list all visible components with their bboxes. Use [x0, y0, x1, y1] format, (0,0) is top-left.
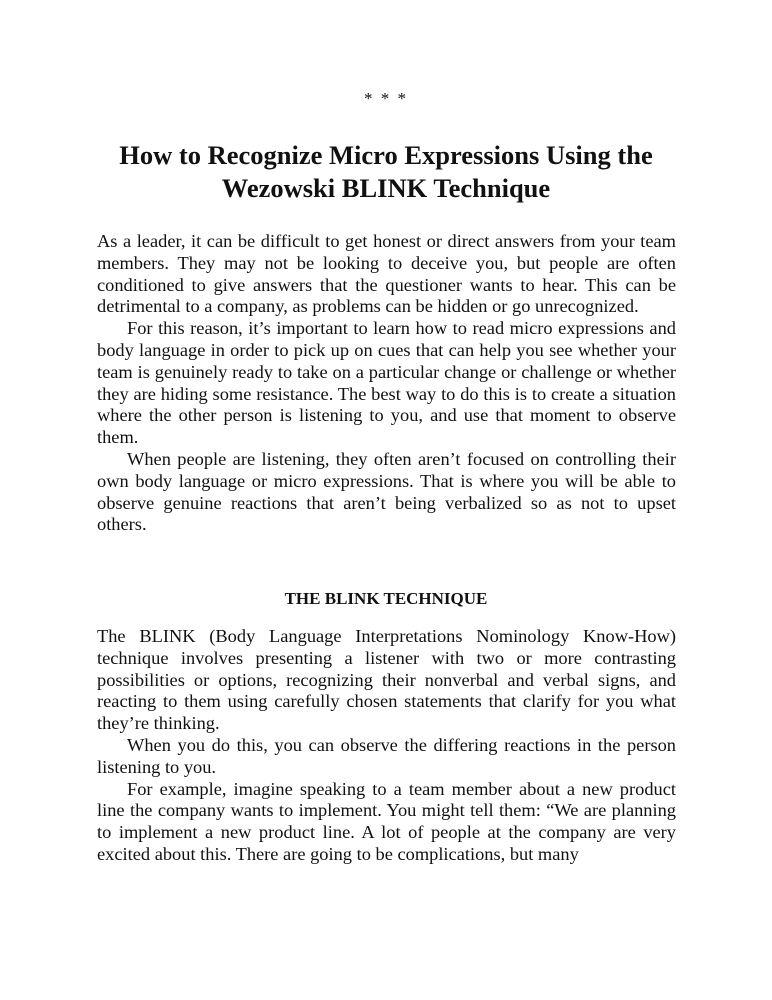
paragraph: As a leader, it can be difficult to get honest or direct answers from your team members. They may not be looking to deceive you, but people are often conditioned to give answers that the questioner wants to hear. This can be detrimental to a company, as problems can be hidden or go unrecognized.: [97, 231, 676, 317]
section-separator: * * *: [364, 89, 408, 108]
paragraph: The BLINK (Body Language Interpretations Nominology Know-How) technique involves presenting a listener with two or more contrasting possibilities or options, recognizing their nonverbal and verbal signs, and reacting to them using carefully chosen statements that clarify for you what they’re thinking.: [97, 626, 676, 734]
paragraph: When people are listening, they often aren’t focused on controlling their own body language or micro expressions. That is where you will be able to observe genuine reactions that aren’t being verbalized so as not to upset others.: [97, 448, 676, 535]
paragraph: For example, imagine speaking to a team member about a new product line the company wants to implement. You might tell them: “We are planning to implement a new product line. A lot of people at the company are very excited about this. There are going to be complications, but many: [97, 778, 676, 864]
chapter-title: How to Recognize Micro Expressions Using the Wezowski BLINK Technique: [119, 140, 653, 203]
section-heading: THE BLINK TECHNIQUE: [284, 589, 488, 608]
paragraph: For this reason, it’s important to learn how to read micro expressions and body language in order to pick up on cues that can help you see whether your team is genuinely ready to take on a particular change or challenge or whether they are hiding some resistance. The best way to do this is to create a situation where the other person is listening to you, and use that moment to observe them.: [97, 318, 676, 448]
section-text: [97, 626, 676, 866]
paragraph: When you do this, you can observe the differing reactions in the person listening to you.: [97, 734, 676, 777]
intro-text: [97, 231, 676, 536]
